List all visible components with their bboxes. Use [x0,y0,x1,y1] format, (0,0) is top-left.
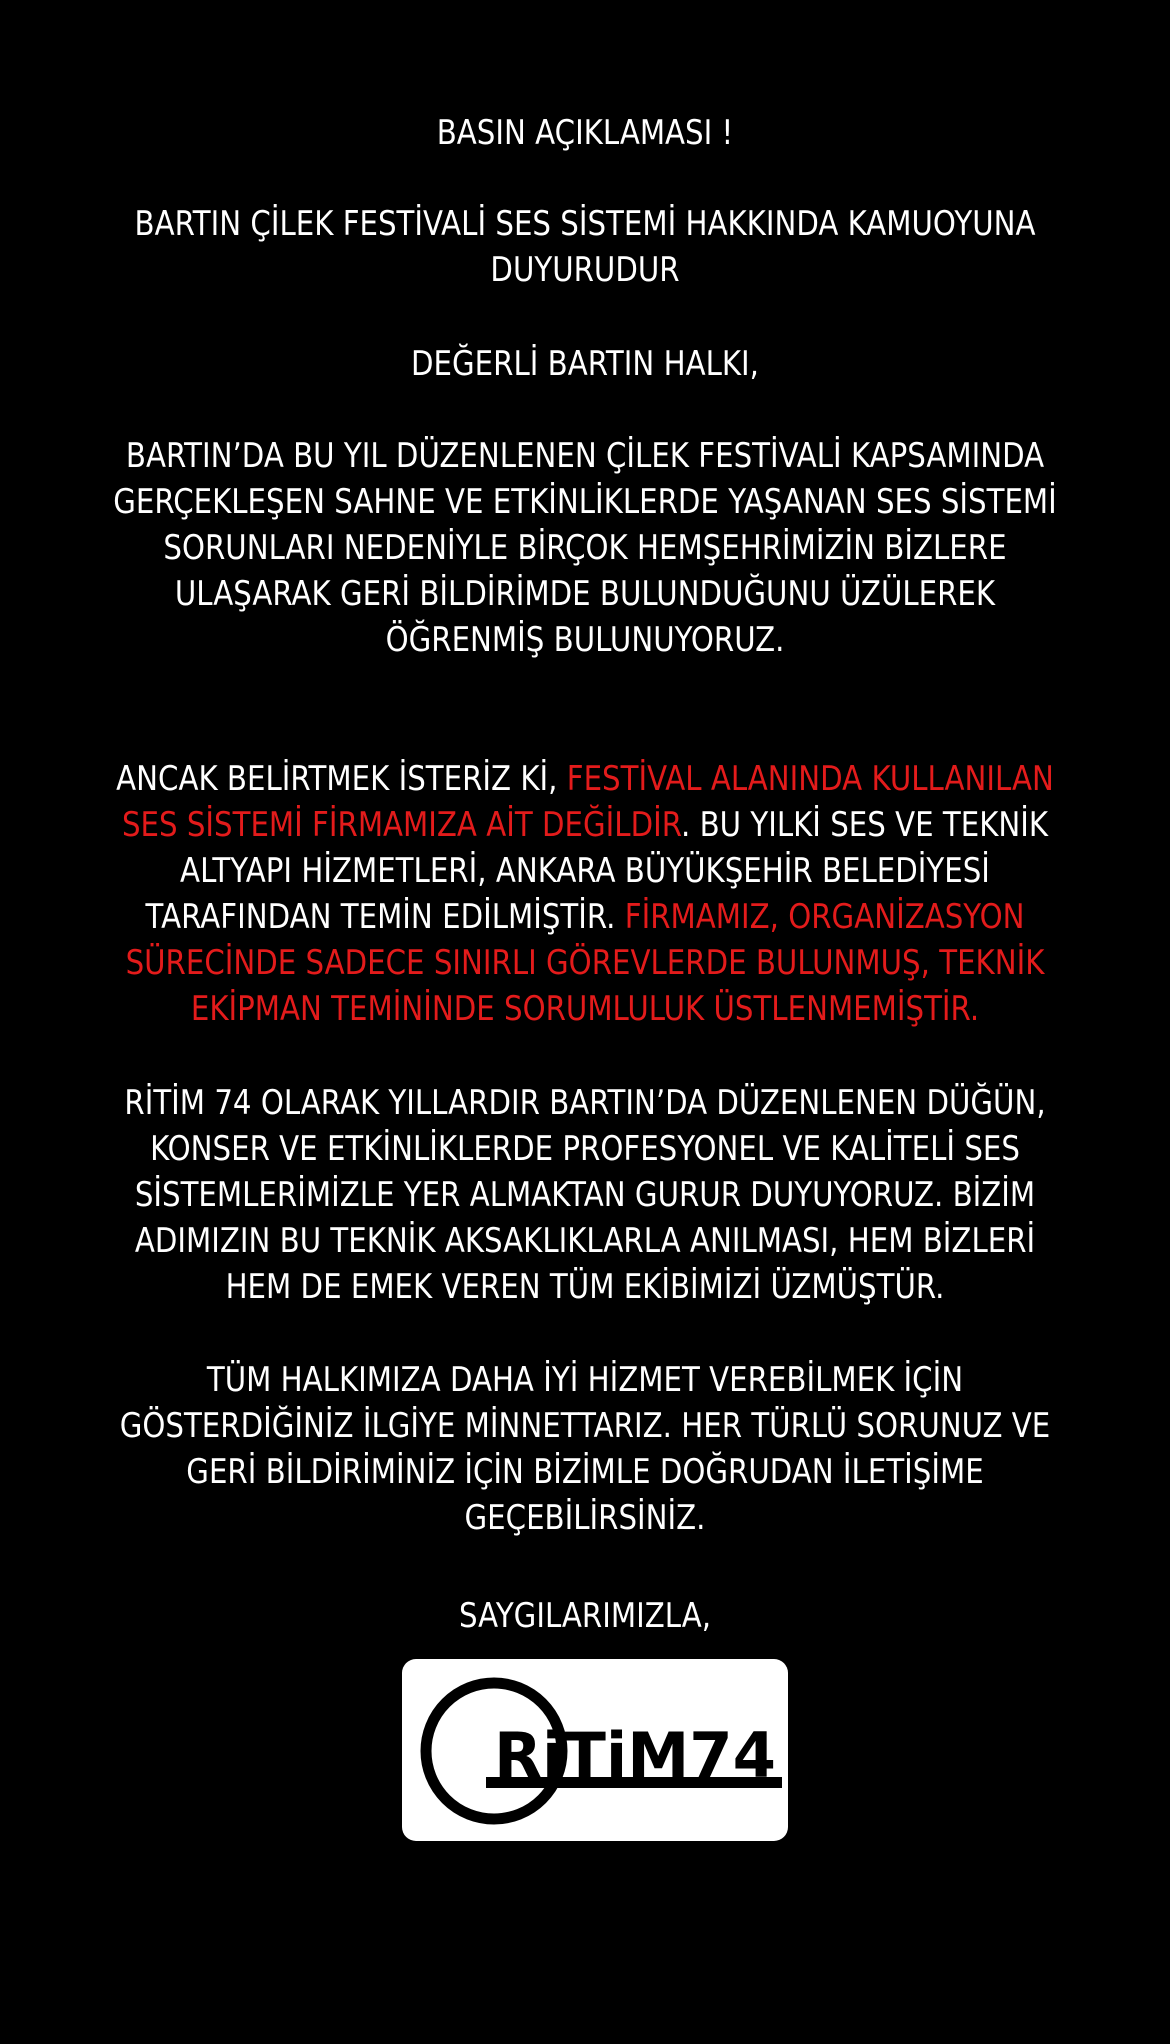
paragraph-line: BARTIN’DA BU YIL DÜZENLENEN ÇİLEK FESTİVALİ KAPSAMINDA [125,436,1045,476]
normal-text: TARAFINDAN TEMİN EDİLMİŞTİR. [145,897,625,937]
paragraph-4 [0,1357,1170,1541]
ritim74-logo [402,1659,788,1841]
subject-block [0,201,1170,293]
paragraph-line: GÖSTERDİĞİNİZ İLGİYE MİNNETTARIZ. HER TÜRLÜ SORUNUZ VE [119,1406,1051,1446]
paragraph-line [82,986,1088,1032]
paragraph-line [82,940,1088,986]
subject-line: DUYURUDUR [490,250,680,290]
normal-text: ALTYAPI HİZMETLERİ, ANKARA BÜYÜKŞEHİR BELEDİYESİ [180,851,990,891]
paragraph-line: SİSTEMLERİMİZLE YER ALMAKTAN GURUR DUYUYORUZ. BİZİM [134,1175,1036,1215]
ritim74-logo-icon [402,1659,788,1841]
greeting: DEĞERLİ BARTIN HALKI, [411,344,759,384]
title-block [0,110,1170,156]
paragraph-line: HEM DE EMEK VEREN TÜM EKİBİMİZİ ÜZMÜŞTÜR. [225,1267,945,1307]
paragraph-line: GEÇEBİLİRSİNİZ. [464,1498,706,1538]
signoff-block [0,1593,1170,1639]
paragraph-line [82,756,1088,802]
paragraph-line: RİTİM 74 OLARAK YILLARDIR BARTIN’DA DÜZENLENEN DÜĞÜN, [124,1083,1046,1123]
paragraph-line: KONSER VE ETKİNLİKLERDE PROFESYONEL VE KALİTELİ SES [150,1129,1020,1169]
highlight-text: FESTİVAL ALANINDA KULLANILAN [566,759,1054,799]
paragraph-line [82,848,1088,894]
paragraph-line: ULAŞARAK GERİ BİLDİRİMDE BULUNDUĞUNU ÜZÜLEREK [174,574,996,614]
paragraph-line: TÜM HALKIMIZA DAHA İYİ HİZMET VEREBİLMEK İÇİN [206,1360,964,1400]
signoff: SAYGILARIMIZLA, [458,1596,712,1636]
highlight-text: EKİPMAN TEMİNİNDE SORUMLULUK ÜSTLENMEMİŞTİR. [190,989,980,1029]
highlight-text: SÜRECİNDE SADECE SINIRLI GÖREVLERDE BULUNMUŞ, TEKNİK [125,943,1045,983]
paragraph-1 [0,433,1170,663]
highlight-text: SES SİSTEMİ FİRMAMIZA AİT DEĞİLDİR [121,805,681,845]
paragraph-3 [0,1080,1170,1310]
paragraph-line: ÖĞRENMİŞ BULUNUYORUZ. [385,620,785,660]
paragraph-line: SORUNLARI NEDENİYLE BİRÇOK HEMŞEHRİMİZİN BİZLERE [163,528,1007,568]
logo-wordmark: RiTiM74 [494,1719,776,1792]
press-release-title: BASIN AÇIKLAMASI ! [436,113,734,153]
highlight-text: FİRMAMIZ, ORGANİZASYON [624,897,1025,937]
normal-text: . BU YILKİ SES VE TEKNİK [680,805,1049,845]
paragraph-line: ADIMIZIN BU TEKNİK AKSAKLIKLARLA ANILMASI, HEM BİZLERİ [134,1221,1036,1261]
paragraph-2 [0,756,1170,1032]
paragraph-line [82,802,1088,848]
subject-line: BARTIN ÇİLEK FESTİVALİ SES SİSTEMİ HAKKINDA KAMUOYUNA [134,204,1036,244]
normal-text: ANCAK BELİRTMEK İSTERİZ Kİ, [116,759,567,799]
paragraph-line: GERİ BİLDİRİMİNİZ İÇİN BİZİMLE DOĞRUDAN İLETİŞİME [186,1452,984,1492]
paragraph-line: GERÇEKLEŞEN SAHNE VE ETKİNLİKLERDE YAŞANAN SES SİSTEMİ [113,482,1057,522]
paragraph-line [82,894,1088,940]
greeting-block [0,341,1170,387]
